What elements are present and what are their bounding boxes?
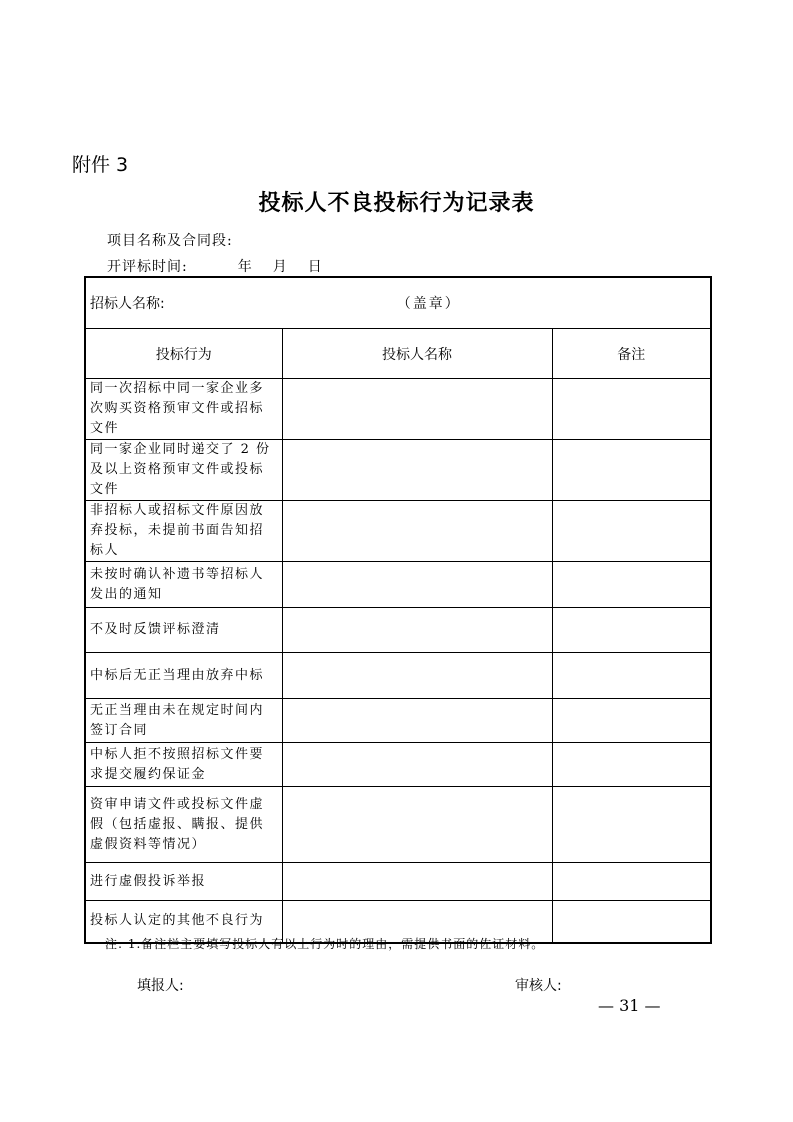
table-row bbox=[85, 608, 711, 653]
remarks-cell[interactable] bbox=[552, 562, 711, 608]
behavior-cell: 不及时反馈评标澄清 bbox=[85, 608, 282, 653]
table-row bbox=[85, 863, 711, 901]
table-row bbox=[85, 653, 711, 699]
bidder-name-cell[interactable] bbox=[282, 653, 552, 699]
footnote: 注: 1.备注栏主要填写投标人有以上行为时的理由，需提供书面的佐证材料。 bbox=[105, 937, 545, 951]
remarks-cell[interactable] bbox=[552, 608, 711, 653]
record-table bbox=[84, 276, 712, 944]
table-row bbox=[85, 787, 711, 863]
behavior-cell: 未按时确认补遗书等招标人发出的通知 bbox=[85, 562, 282, 608]
table-row bbox=[85, 743, 711, 787]
behavior-cell: 非招标人或招标文件原因放弃投标，未提前书面告知招标人 bbox=[85, 501, 282, 562]
tenderer-cell bbox=[85, 277, 711, 329]
remarks-cell[interactable] bbox=[552, 440, 711, 501]
page-number: — 31 — bbox=[598, 996, 661, 1015]
page-title: 投标人不良投标行为记录表 bbox=[258, 190, 535, 216]
behavior-cell: 无正当理由未在规定时间内签订合同 bbox=[85, 699, 282, 743]
behavior-cell: 投标人认定的其他不良行为 bbox=[85, 901, 282, 943]
bidder-name-cell[interactable] bbox=[282, 787, 552, 863]
bidder-name-cell[interactable] bbox=[282, 379, 552, 440]
header-bidder-name: 投标人名称 bbox=[282, 329, 552, 379]
eval-time-line bbox=[107, 256, 323, 276]
table-row bbox=[85, 501, 711, 562]
behavior-cell: 中标后无正当理由放弃中标 bbox=[85, 653, 282, 699]
day-label: 日 bbox=[307, 259, 323, 275]
bidder-name-cell[interactable] bbox=[282, 501, 552, 562]
table-row bbox=[85, 562, 711, 608]
remarks-cell[interactable] bbox=[552, 787, 711, 863]
table-row bbox=[85, 440, 711, 501]
attachment-label: 附件 3 bbox=[72, 154, 129, 176]
bidder-name-cell[interactable] bbox=[282, 743, 552, 787]
remarks-cell[interactable] bbox=[552, 901, 711, 943]
bidder-name-cell[interactable] bbox=[282, 562, 552, 608]
remarks-cell[interactable] bbox=[552, 653, 711, 699]
table-row bbox=[85, 699, 711, 743]
remarks-cell[interactable] bbox=[552, 863, 711, 901]
behavior-cell: 进行虚假投诉举报 bbox=[85, 863, 282, 901]
project-label: 项目名称及合同段: bbox=[107, 233, 233, 249]
behavior-cell: 中标人拒不按照招标文件要求提交履约保证金 bbox=[85, 743, 282, 787]
filler-label: 填报人: bbox=[137, 978, 184, 994]
remarks-cell[interactable] bbox=[552, 379, 711, 440]
bidder-name-cell[interactable] bbox=[282, 699, 552, 743]
behavior-cell: 同一次招标中同一家企业多次购买资格预审文件或招标文件 bbox=[85, 379, 282, 440]
seal-label: （盖章） bbox=[396, 296, 461, 312]
table-row bbox=[85, 379, 711, 440]
tenderer-row bbox=[85, 277, 711, 329]
tenderer-label: 招标人名称: bbox=[90, 296, 165, 312]
reviewer-label: 审核人: bbox=[515, 978, 562, 994]
behavior-cell: 资审申请文件或投标文件虚假（包括虚报、瞒报、提供虚假资料等情况） bbox=[85, 787, 282, 863]
year-label: 年 bbox=[237, 259, 253, 275]
bidder-name-cell[interactable] bbox=[282, 608, 552, 653]
remarks-cell[interactable] bbox=[552, 501, 711, 562]
behavior-cell: 同一家企业同时递交了 2 份及以上资格预审文件或投标文件 bbox=[85, 440, 282, 501]
header-behavior: 投标行为 bbox=[85, 329, 282, 379]
remarks-cell[interactable] bbox=[552, 699, 711, 743]
bidder-name-cell[interactable] bbox=[282, 440, 552, 501]
remarks-cell[interactable] bbox=[552, 743, 711, 787]
month-label: 月 bbox=[272, 259, 288, 275]
header-row bbox=[85, 329, 711, 379]
eval-time-label: 开评标时间: bbox=[107, 259, 188, 275]
bidder-name-cell[interactable] bbox=[282, 863, 552, 901]
header-remarks: 备注 bbox=[552, 329, 711, 379]
